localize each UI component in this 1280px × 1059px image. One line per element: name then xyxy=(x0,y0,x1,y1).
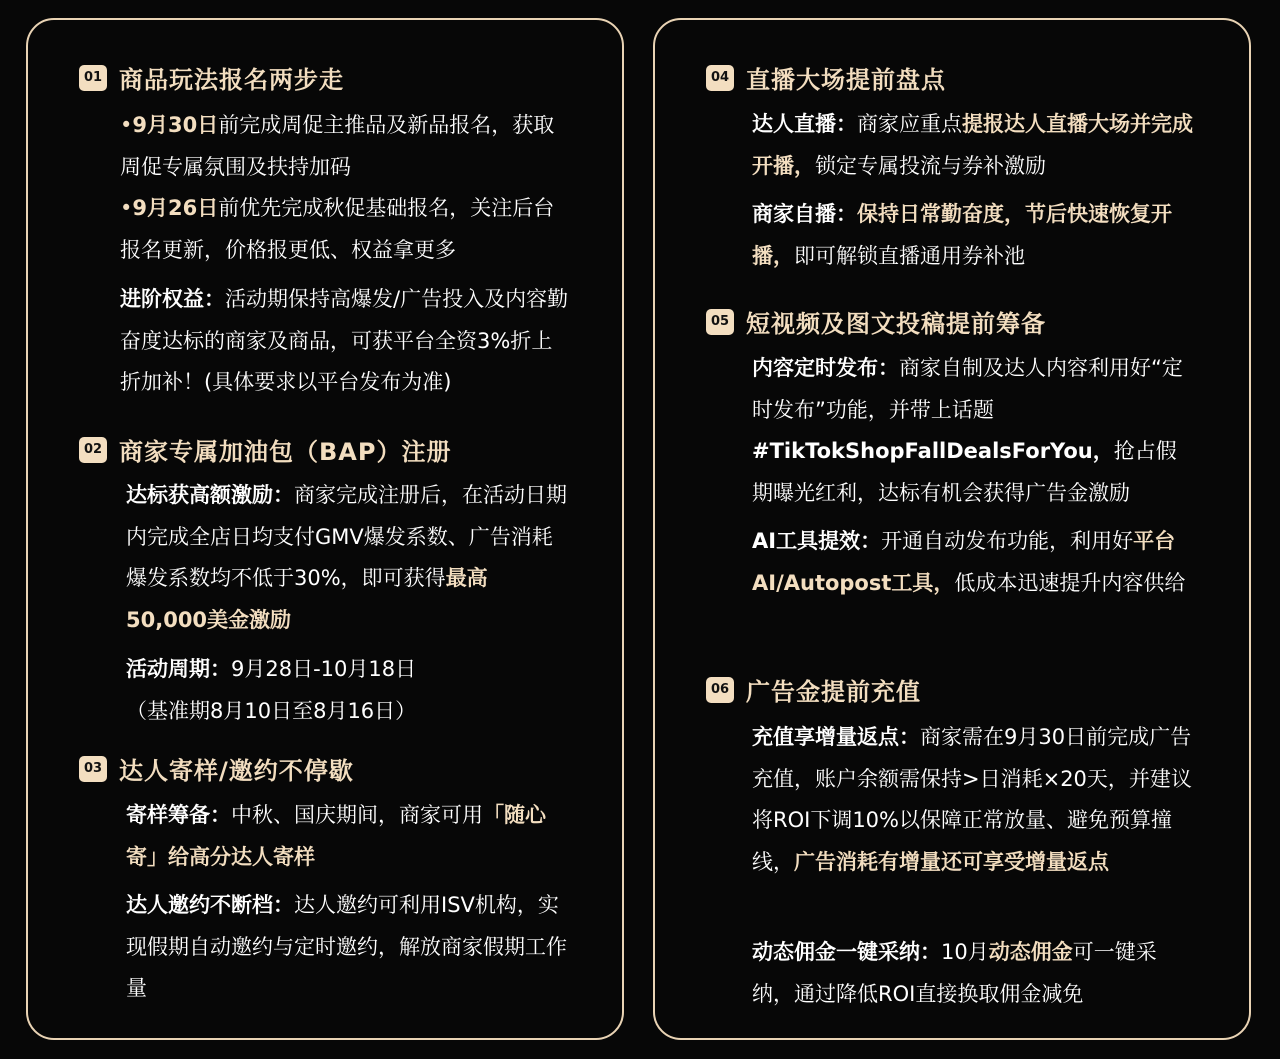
paragraph-text: 即可解锁直播通用券补池 xyxy=(794,243,1025,268)
section-number-badge: 04 xyxy=(706,65,734,91)
ai-tools-paragraph xyxy=(752,521,1194,604)
activity-period-paragraph xyxy=(126,649,568,732)
highlight-text: 提报达人直播大场并完成开播， xyxy=(752,112,1193,178)
highlight-date: 9月30日 xyxy=(132,113,219,137)
bullet-dot-icon: • xyxy=(120,113,133,137)
section-title: 直播大场提前盘点 xyxy=(746,66,946,94)
creator-live-paragraph xyxy=(752,104,1194,187)
section-03-header xyxy=(79,751,354,786)
paragraph-text: 可一键采纳，通过降低ROI直接换取佣金减免 xyxy=(752,940,1157,1006)
paragraph-label: 商家自播： xyxy=(752,202,857,226)
bullet-paragraph-1 xyxy=(120,105,560,188)
section-01-header xyxy=(79,60,344,95)
paragraph-text: 前完成周促主推品及新品报名，获取周促专属氛围及扶持加码 xyxy=(120,113,555,179)
scheduled-publish-paragraph xyxy=(752,348,1194,514)
advanced-benefits-paragraph xyxy=(120,279,572,404)
section-title: 短视频及图文投稿提前筹备 xyxy=(746,310,1046,338)
paragraph-text: 商家自制及达人内容利用好“定时发布”功能，并带上话题 xyxy=(752,356,1183,422)
paragraph-label: 达标获高额激励： xyxy=(126,483,294,507)
paragraph-text: 抢占假期曝光红利，达标有机会获得广告金激励 xyxy=(752,439,1177,505)
section-02-header xyxy=(79,432,451,467)
highlight-text: 保持日常勤奋度，节后快速恢复开播， xyxy=(752,202,1172,268)
paragraph-text: 活动期保持高爆发/广告投入及内容勤奋度达标的商家及商品，可获平台全资3%折上折加补！(具体要求以平台发布为准) xyxy=(120,287,569,394)
paragraph-text: 低成本迅速提升内容供给 xyxy=(954,570,1186,595)
dynamic-commission-paragraph xyxy=(752,932,1194,1015)
highlight-date: 9月26日 xyxy=(132,196,219,220)
incentive-paragraph xyxy=(126,475,568,641)
highlight-text: 「随心寄」给高分达人寄样 xyxy=(126,803,546,869)
hashtag-text: #TikTokShopFallDealsForYou， xyxy=(752,439,1114,463)
paragraph-text: 商家完成注册后，在活动日期内完成全店日均支付GMV爆发系数、广告消耗爆发系数均不低于30%，即可获得 xyxy=(126,483,567,590)
paragraph-label: 活动周期： xyxy=(126,657,231,681)
topup-rebate-paragraph xyxy=(752,717,1194,883)
bullet-paragraph-2 xyxy=(120,188,560,271)
section-number-badge: 03 xyxy=(79,756,107,782)
paragraph-label: 达人邀约不断档： xyxy=(126,893,294,917)
paragraph-text: 中秋、国庆期间，商家可用 xyxy=(231,803,483,827)
highlight-text: 最高50,000美金激励 xyxy=(126,566,488,632)
merchant-live-paragraph xyxy=(752,194,1194,277)
section-number-badge: 02 xyxy=(79,437,107,463)
period-note: （基准期8月10日至8月16日） xyxy=(126,698,417,723)
paragraph-label: AI工具提效： xyxy=(752,529,882,553)
section-number-badge: 06 xyxy=(706,677,734,703)
section-title: 达人寄样/邀约不停歇 xyxy=(119,757,354,785)
paragraph-label: 达人直播： xyxy=(752,112,857,136)
bullet-dot-icon: • xyxy=(120,196,133,220)
paragraph-text: 前优先完成秋促基础报名，关注后台报名更新，价格报更低、权益拿更多 xyxy=(120,196,555,262)
creator-invite-paragraph xyxy=(126,885,568,1010)
paragraph-text: 开通自动发布功能，利用好 xyxy=(881,529,1134,553)
highlight-text: 广告消耗有增量还可享受增量返点 xyxy=(794,849,1109,874)
sample-prep-paragraph xyxy=(126,795,568,878)
section-title: 商家专属加油包（BAP）注册 xyxy=(119,438,452,466)
paragraph-text: 商家需在9月30日前完成广告充值，账户余额需保持>日消耗×20天，并建议将ROI下调10%以保障正常放量、避免预算撞线， xyxy=(752,725,1192,874)
highlight-text: 平台AI/Autopost工具， xyxy=(752,529,1176,595)
section-04-header xyxy=(706,60,946,95)
paragraph-label: 寄样筹备： xyxy=(126,803,231,827)
paragraph-text: 9月28日-10月18日 xyxy=(231,657,417,681)
paragraph-text: 达人邀约可利用ISV机构，实现假期自动邀约与定时邀约，解放商家假期工作量 xyxy=(126,893,567,1000)
section-title: 商品玩法报名两步走 xyxy=(119,66,344,94)
section-05-header xyxy=(706,304,1046,339)
paragraph-text: 商家应重点 xyxy=(857,112,962,136)
paragraph-label: 动态佣金一键采纳： xyxy=(752,940,941,964)
paragraph-label: 充值享增量返点： xyxy=(752,725,920,749)
section-title: 广告金提前充值 xyxy=(746,678,921,706)
paragraph-label: 进阶权益： xyxy=(120,287,225,311)
section-06-header xyxy=(706,672,921,707)
highlight-text: 动态佣金 xyxy=(988,940,1073,964)
paragraph-label: 内容定时发布： xyxy=(752,356,899,380)
section-number-badge: 01 xyxy=(79,65,107,91)
section-number-badge: 05 xyxy=(706,309,734,335)
paragraph-text: 10月 xyxy=(941,940,989,964)
paragraph-text: 锁定专属投流与券补激励 xyxy=(815,153,1046,178)
